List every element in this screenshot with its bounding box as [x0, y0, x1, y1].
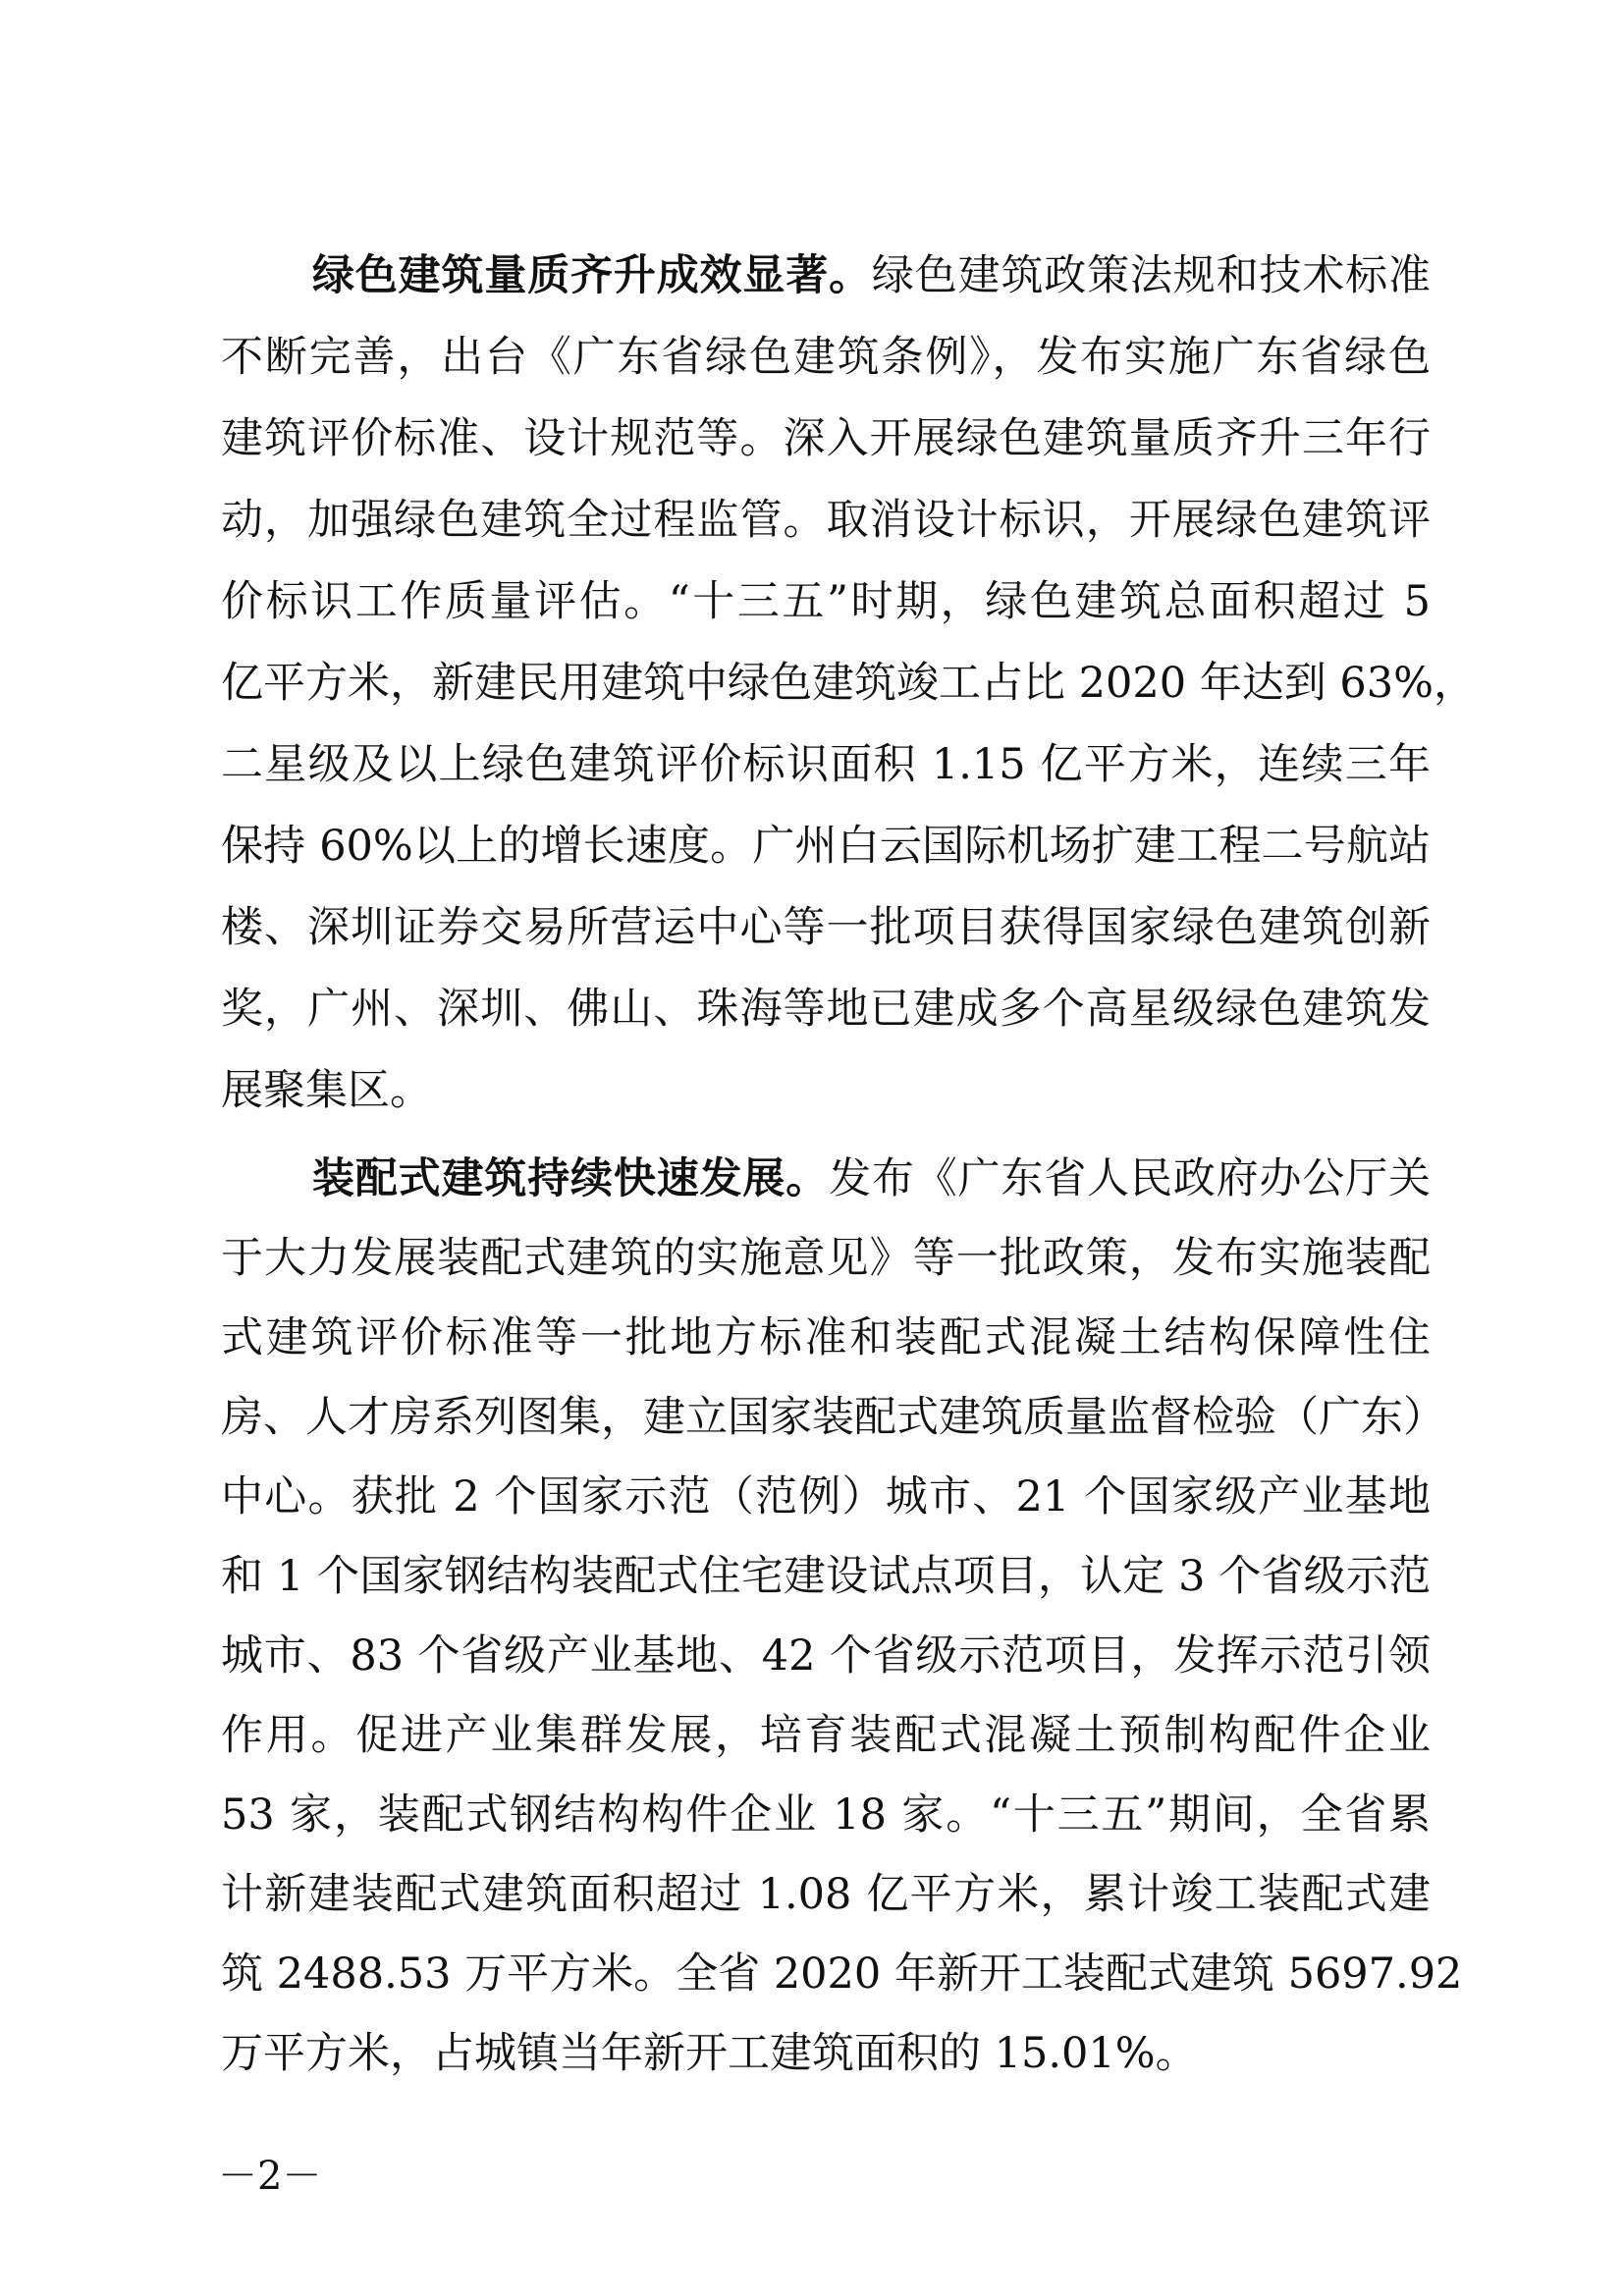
paragraph-1-heading: 绿色建筑量质齐升成效显著。: [312, 251, 872, 300]
paragraph-line: 房、人才房系列图集，建立国家装配式建筑质量监督检验（广东）: [221, 1393, 1445, 1442]
paragraph-line: 动，加强绿色建筑全过程监管。取消设计标识，开展绿色建筑评: [221, 496, 1431, 545]
paragraph-line: 53 家，装配式钢结构构件企业 18 家。“十三五”期间，全省累: [221, 1790, 1431, 1840]
paragraph-line: 万平方米，占城镇当年新开工建筑面积的 15.01%。: [221, 2029, 1198, 2078]
paragraph-line: 式建筑评价标准等一批地方标准和装配式混凝土结构保障性住: [221, 1313, 1431, 1362]
page-number: －2－: [218, 2154, 322, 2199]
paragraph-2-heading: 装配式建筑持续快速发展。: [312, 1154, 830, 1203]
paragraph-line: 于大力发展装配式建筑的实施意见》等一批政策，发布实施装配: [221, 1234, 1431, 1283]
paragraph-2-first-line: [312, 1139, 1431, 1219]
paragraph-line: 筑 2488.53 万平方米。全省 2020 年新开工装配式建筑 5697.92: [221, 1949, 1463, 1999]
paragraph-line: 保持 60%以上的增长速度。广州白云国际机场扩建工程二号航站: [221, 822, 1431, 871]
paragraph-line: 楼、深圳证券交易所营运中心等一批项目获得国家绿色建筑创新: [221, 903, 1431, 952]
paragraph-line: 展聚集区。: [221, 1066, 432, 1115]
paragraph-1-first-line-text: 绿色建筑政策法规和技术标准: [871, 251, 1432, 300]
paragraph-line: 城市、83 个省级产业基地、42 个省级示范项目，发挥示范引领: [221, 1631, 1431, 1681]
paragraph-1-first-line: [312, 236, 1431, 316]
paragraph-line: 和 1 个国家钢结构装配式住宅建设试点项目，认定 3 个省级示范: [221, 1552, 1431, 1601]
paragraph-line: 作用。促进产业集群发展，培育装配式混凝土预制构配件企业: [221, 1711, 1431, 1760]
paragraph-line: 中心。获批 2 个国家示范（范例）城市、21 个国家级产业基地: [221, 1472, 1431, 1522]
paragraph-line: 奖，广州、深圳、佛山、珠海等地已建成多个高星级绿色建筑发: [221, 985, 1431, 1034]
paragraph-line: 计新建装配式建筑面积超过 1.08 亿平方米，累计竣工装配式建: [221, 1870, 1431, 1919]
paragraph-line: 亿平方米，新建民用建筑中绿色建筑竣工占比 2020 年达到 63%，: [221, 659, 1477, 708]
paragraph-line: 价标识工作质量评估。“十三五”时期，绿色建筑总面积超过 5: [221, 577, 1431, 626]
paragraph-line: 不断完善，出台《广东省绿色建筑条例》，发布实施广东省绿色: [221, 333, 1431, 382]
paragraph-line: 二星级及以上绿色建筑评价标识面积 1.15 亿平方米，连续三年: [221, 740, 1431, 789]
paragraph-line: 建筑评价标准、设计规范等。深入开展绿色建筑量质齐升三年行: [221, 414, 1431, 463]
paragraph-2-first-line-text: 发布《广东省人民政府办公厅关: [829, 1154, 1432, 1203]
